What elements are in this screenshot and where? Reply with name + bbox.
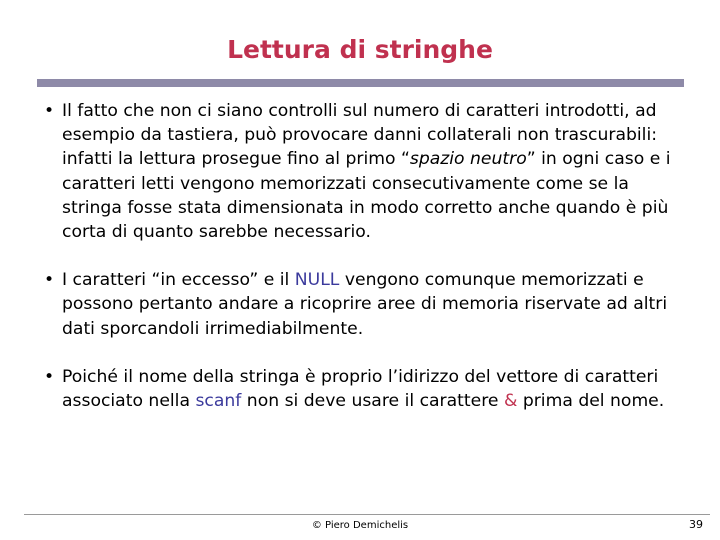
page-number: 39	[689, 518, 703, 531]
slide-title: Lettura di stringhe	[227, 35, 493, 64]
bullet-marker: •	[44, 366, 55, 387]
bullet-item	[44, 99, 684, 244]
bullet-text: non si deve usare il carattere	[241, 391, 504, 412]
keyword-scanf: scanf	[195, 391, 242, 412]
bullet-item	[44, 268, 684, 341]
bullet-list	[44, 99, 684, 413]
keyword-ampersand: &	[503, 391, 518, 412]
footer-credit: © Piero Demichelis	[311, 520, 409, 531]
bullet-text: prima del nome.	[517, 391, 665, 412]
bullet-item	[44, 365, 684, 413]
bullet-text: Il fatto che non ci siano controlli sul numero di caratteri introdotti, ad esempio da tastiera, può provocare danni collaterali non trascurabili: infatti la lettura prosegue fino al primo “	[62, 101, 658, 170]
bullet-emphasis: spazio neutro	[409, 149, 527, 170]
keyword-null: NULL	[294, 270, 340, 291]
bullet-marker: •	[44, 101, 55, 121]
bullet-text: vengono comunque memorizzati e possono pertanto andare a ricoprire aree di memoria riservate ad altri dati sporcandoli irrimediabilmente.	[62, 270, 668, 339]
title-divider	[37, 79, 684, 87]
bullet-text: ” in ogni caso e i caratteri letti vengono memorizzati consecutivamente come se la stringa fosse stata dimensionata in modo corretto anche quando è più corta di quanto sarebbe necessario.	[62, 149, 671, 243]
footer-divider	[24, 514, 710, 515]
bullet-text: Poiché il nome della stringa è proprio l’idirizzo del vettore di caratteri associato nella	[62, 366, 659, 412]
bullet-text: I caratteri “in eccesso” e il	[62, 270, 295, 291]
bullet-marker: •	[44, 270, 55, 291]
